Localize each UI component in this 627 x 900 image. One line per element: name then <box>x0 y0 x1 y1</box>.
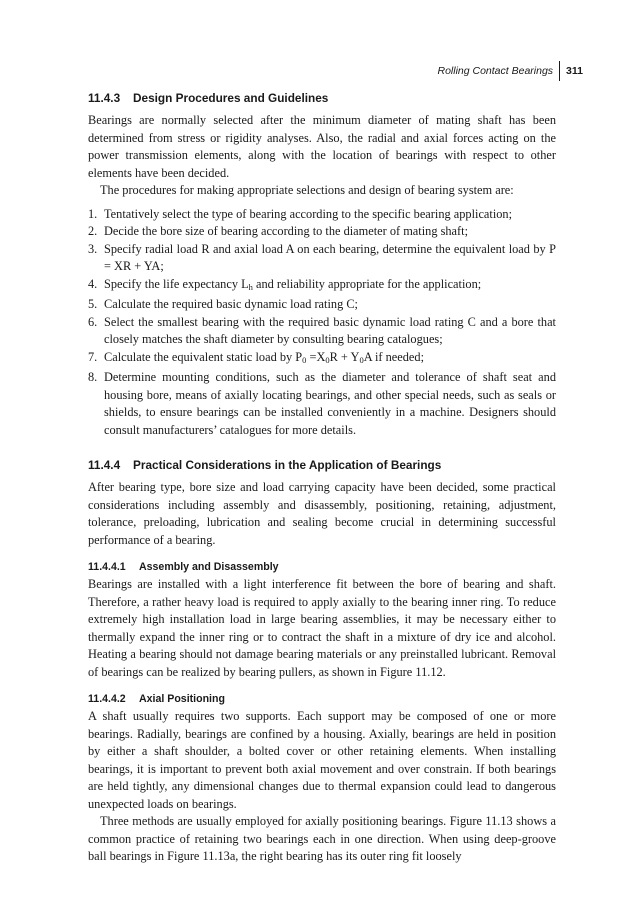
list-item: 4. Specify the life expectancy $L_h$ and reliability appropriate for the application; <box>88 276 482 292</box>
section-title: Design Procedures and Guidelines <box>133 91 329 105</box>
section-heading-11-4-4 <box>88 457 556 474</box>
paragraph: Bearings are normally selected after the minimum diameter of mating shaft has been determined from stress or rigidity analyses. Also, the radial and axial forces acting on the power transmission elements, along with the location of bearings with respect to other elements have been decided. <box>88 113 556 180</box>
running-head <box>437 62 583 80</box>
paragraph: The procedures for making appropriate selections and design of bearing system are: <box>100 183 514 197</box>
list-item: 2. Decide the bore size of bearing according to the diameter of mating shaft; <box>88 224 468 238</box>
paragraph: Bearings are installed with a light interference fit between the bore of bearing and shaft. Therefore, a rather heavy load is required to apply axially to the bearing inner ring. To reduce extremely high installation load in large bearing assemblies, it may be necessary either to thermally expand the inner ring or to contract the shaft in a mixture of dry ice and alcohol. Heating a bearing should not damage bearing materials or any preinstalled lubricant. Removal of bearings can be realized by bearing pullers, as shown in Figure 11.12. <box>88 577 556 679</box>
subsection-title: Assembly and Disassembly <box>139 561 279 573</box>
list-item: 5. Calculate the required basic dynamic load rating C; <box>88 297 358 311</box>
subsection-title: Axial Positioning <box>139 693 225 705</box>
procedure-list <box>88 206 556 440</box>
section-number: 11.4.4 <box>88 458 121 472</box>
list-item: 6. Select the smallest bearing with the required basic dynamic load rating C and a bore that closely matches the shaft diameter by consulting bearing catalogues; <box>88 314 556 346</box>
list-item: 1. Tentatively select the type of bearing according to the specific bearing application; <box>88 206 513 221</box>
section-heading-11-4-3 <box>88 90 556 107</box>
list-item: 7. Calculate the equivalent static load by $P_0 =X_0R + Y_0A$ if needed; <box>88 349 425 365</box>
subsection-number: 11.4.4.1 <box>88 561 126 573</box>
section-number: 11.4.3 <box>88 91 121 105</box>
list-item: 3. Specify radial load R and axial load A on each bearing, determine the equivalent load by P = XR + YA; <box>88 241 556 273</box>
subsection-heading-11-4-4-1 <box>88 559 556 575</box>
list-item: 8. Determine mounting conditions, such as the diameter and tolerance of shaft seat and housing bore, means of axially locating bearings, and other special needs, such as seals or shields, to ensure bearings can be installed conveniently in a machine. Designers should consult manufacturers’ catalogues for more details. <box>88 370 556 437</box>
paragraph: Three methods are usually employed for axially positioning bearings. Figure 11.13 shows a common practice of retaining two bearings each in one direction. When using deep-groove ball bearings in Figure 11.13a, the right bearing has its outer ring fit loosely <box>88 814 556 863</box>
paragraph: A shaft usually requires two supports. Each support may be composed of one or more bearings. Radially, bearings are confined by a housing. Axially, bearings are held in position by either a shaft shoulder, a bolted cover or other retaining elements. When installing bearings, it is important to prevent both axial movement and over constrain. If both bearings are held tightly, any dimensional changes due to thermal expansion could lead to dangerous unexpected loads on bearings. <box>88 709 556 811</box>
paragraph: After bearing type, bore size and load carrying capacity have been decided, some practical considerations including assembly and disassembly, positioning, retaining, adjustment, tolerance, preloading, lubrication and sealing become crucial in determining successful performance of a bearing. <box>88 480 556 547</box>
page-number: 311 <box>566 65 583 77</box>
body-content <box>88 90 556 866</box>
section-title: Practical Considerations in the Application of Bearings <box>133 458 442 472</box>
running-head-title: Rolling Contact Bearings <box>437 65 554 77</box>
subsection-number: 11.4.4.2 <box>88 693 126 705</box>
subsection-heading-11-4-4-2 <box>88 691 556 707</box>
